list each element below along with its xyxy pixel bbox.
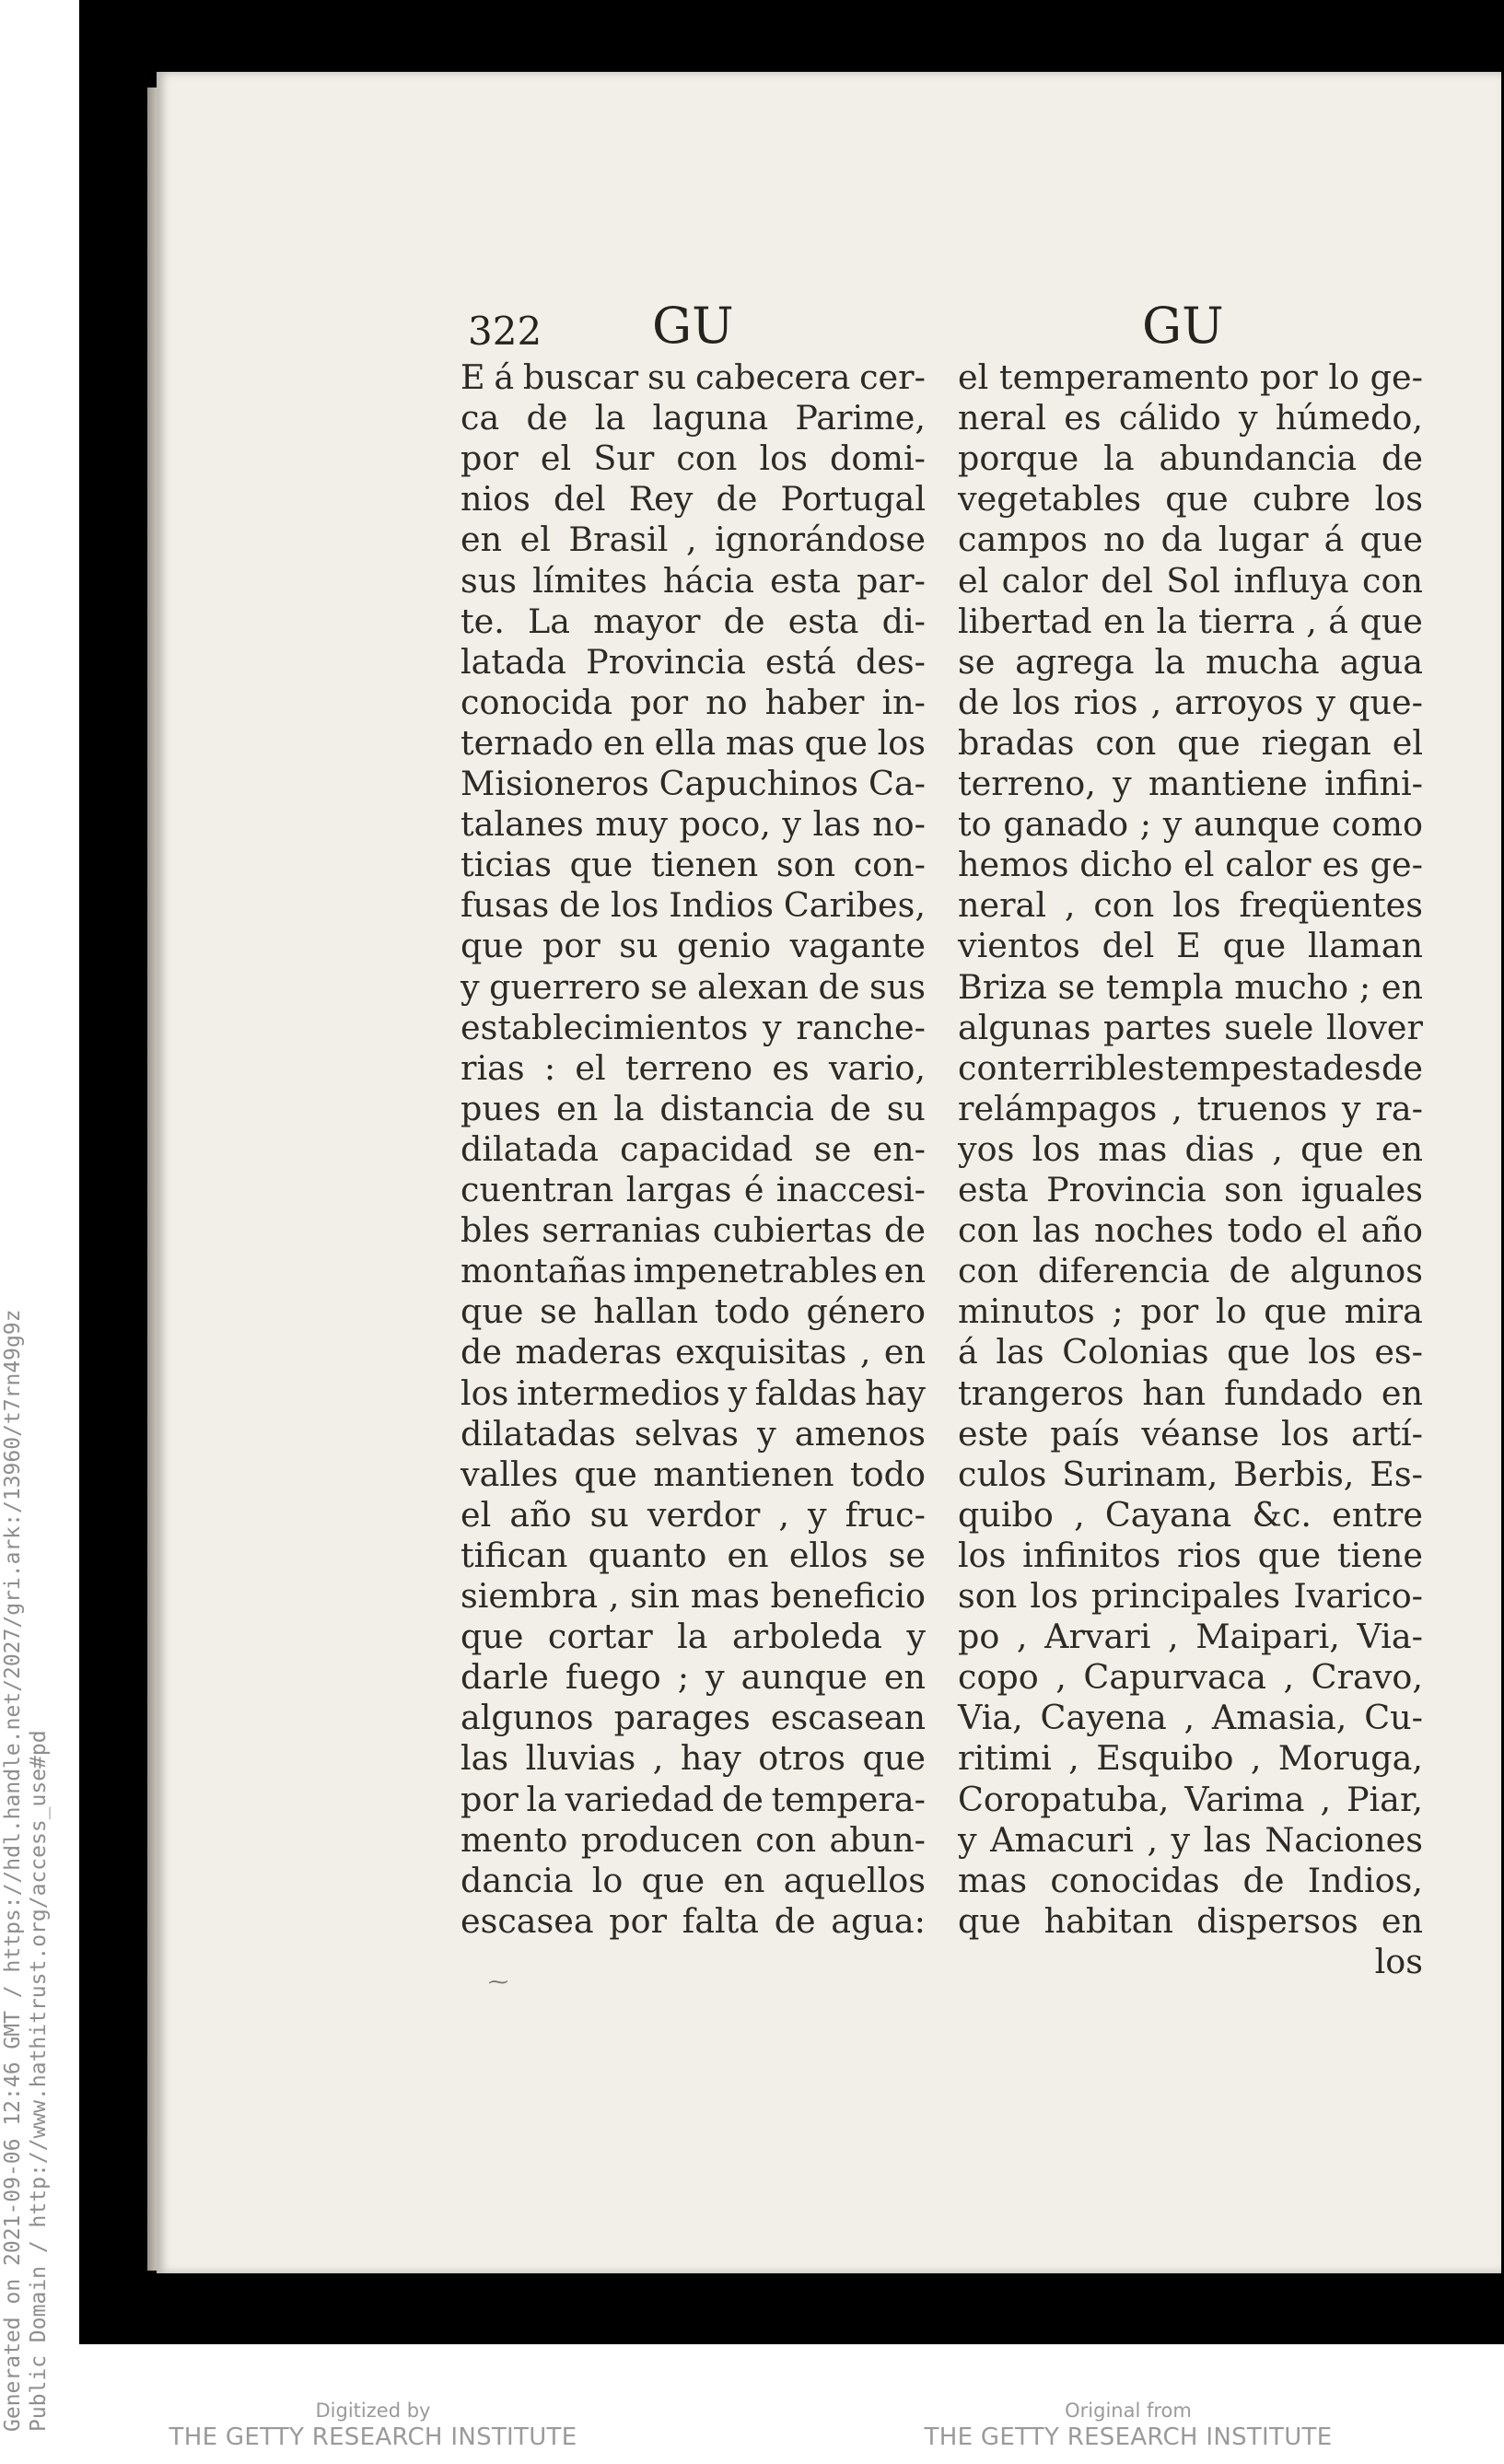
right-column-line: minutos ; por lo que mira xyxy=(958,1291,1423,1332)
right-column-line: to ganado ; y aunque como xyxy=(958,804,1423,845)
running-head-right: GU xyxy=(1142,297,1224,355)
right-column-line: con diferencia de algunos xyxy=(958,1251,1423,1291)
right-column-line: libertad en la tierra , á que xyxy=(958,601,1423,641)
right-column-line: son los principales Ivarico- xyxy=(958,1576,1423,1616)
footer-original-from xyxy=(921,2400,1335,2451)
right-column-line: esta Provincia son iguales xyxy=(958,1170,1423,1209)
right-column-line: el temperamento por lo ge- xyxy=(958,357,1423,397)
right-column-line: terreno, y mantiene infini- xyxy=(958,764,1423,803)
right-column-line: se agrega la mucha agua xyxy=(958,641,1423,682)
left-column-line: siembra , sin mas beneficio xyxy=(461,1576,926,1616)
left-column-line: y guerrero se alexan de sus xyxy=(461,966,926,1007)
right-column-line: neral es cálido y húmedo, xyxy=(958,398,1423,438)
left-column-line: te. La mayor de esta di- xyxy=(461,601,926,641)
left-column-line: que se hallan todo género xyxy=(461,1291,926,1332)
left-column-line: mento producen con abun- xyxy=(461,1819,926,1860)
left-column-line: por el Sur con los domi- xyxy=(461,438,926,479)
right-column-line: porque la abundancia de xyxy=(958,438,1423,479)
footer-left-small: Digitized by xyxy=(315,2400,431,2422)
right-column-line: neral , con los freqüentes xyxy=(958,885,1423,926)
left-column-line: establecimientos y ranche- xyxy=(461,1007,926,1047)
footer-digitized-by xyxy=(166,2400,580,2451)
right-column-line: á las Colonias que los es- xyxy=(958,1332,1423,1372)
left-column-line: pues en la distancia de su xyxy=(461,1088,926,1128)
page-number: 322 xyxy=(468,309,542,354)
left-column-line: dilatada capacidad se en- xyxy=(461,1128,926,1169)
left-column-line: algunos parages escasean xyxy=(461,1698,926,1738)
hathitrust-watermark xyxy=(0,1309,52,2432)
right-column-line: que habitan dispersos en xyxy=(958,1900,1423,1941)
watermark-line-1: Generated on 2021-09-06 12:46 GMT / https://hdl.handle.net/2027/gri.ark:/13960/t7rn49g9z xyxy=(1,1309,25,2432)
right-column-line: copo , Capurvaca , Cravo, xyxy=(958,1657,1423,1698)
left-column-line: conocida por no haber in- xyxy=(461,682,926,722)
left-column-line: el año su verdor , y fruc- xyxy=(461,1494,926,1535)
right-column-line: Coropatuba, Varima , Piar, xyxy=(958,1779,1423,1819)
left-column-line: ternado en ella mas que los xyxy=(461,722,926,763)
left-column-line: dancia lo que en aquellos xyxy=(461,1860,926,1900)
catchword: los xyxy=(1374,1941,1423,1981)
left-column-line: dilatadas selvas y amenos xyxy=(461,1413,926,1454)
right-column-line: ritimi , Esquibo , Moruga, xyxy=(958,1738,1423,1779)
left-column-line: latada Provincia está des- xyxy=(461,641,926,682)
right-column-line: mas conocidas de Indios, xyxy=(958,1860,1423,1900)
left-column-line: sus límites hácia esta par- xyxy=(461,560,926,601)
left-column-line: por la variedad de tempera- xyxy=(461,1779,926,1819)
left-column-line: ca de la laguna Parime, xyxy=(461,398,926,438)
left-column-line: tifican quanto en ellos se xyxy=(461,1535,926,1575)
right-column-line: el calor del Sol influya con xyxy=(958,560,1423,601)
left-column-line: Misioneros Capuchinos Ca- xyxy=(461,764,926,803)
right-column-line: Via, Cayena , Amasia, Cu- xyxy=(958,1698,1423,1738)
ink-mark xyxy=(488,1971,516,1982)
right-column-line: este país véanse los artí- xyxy=(958,1413,1423,1454)
right-column-line: campos no da lugar á que xyxy=(958,520,1423,560)
running-head-left: GU xyxy=(652,297,734,355)
right-column-line: y Amacuri , y las Naciones xyxy=(958,1819,1423,1860)
right-column-line: quibo , Cayana &c. entre xyxy=(958,1494,1423,1535)
right-column-line: los infinitos rios que tiene xyxy=(958,1535,1423,1575)
right-column-line: bradas con que riegan el xyxy=(958,722,1423,763)
left-column-line: bles serranias cubiertas de xyxy=(461,1210,926,1251)
right-column-line: de los rios , arroyos y que- xyxy=(958,682,1423,722)
left-column-line: valles que mantienen todo xyxy=(461,1454,926,1494)
watermark-line-2: Public Domain / http://www.hathitrust.org/access_use#pd xyxy=(27,1730,51,2432)
left-column-line: cuentran largas é inaccesi- xyxy=(461,1170,926,1209)
footer-right-institution: THE GETTY RESEARCH INSTITUTE xyxy=(924,2423,1333,2451)
left-column-line: de maderas exquisitas , en xyxy=(461,1332,926,1372)
right-column-line: vegetables que cubre los xyxy=(958,479,1423,520)
left-column-line: talanes muy poco, y las no- xyxy=(461,804,926,845)
left-column-line: rias : el terreno es vario, xyxy=(461,1047,926,1088)
footer-left-institution: THE GETTY RESEARCH INSTITUTE xyxy=(169,2423,577,2451)
right-column-line: culos Surinam, Berbis, Es- xyxy=(958,1454,1423,1494)
right-column-line: con terribles tempestades de xyxy=(958,1047,1423,1088)
left-column-line: montañas impenetrables en xyxy=(461,1251,926,1291)
right-column-line: po , Arvari , Maipari, Via- xyxy=(958,1617,1423,1657)
left-column-line: en el Brasil , ignorándose xyxy=(461,520,926,560)
right-column-line: hemos dicho el calor es ge- xyxy=(958,845,1423,885)
left-column-line: fusas de los Indios Caribes, xyxy=(461,885,926,926)
footer-right-small: Original from xyxy=(1065,2400,1192,2422)
right-column-line: vientos del E que llaman xyxy=(958,926,1423,966)
left-column-line: nios del Rey de Portugal xyxy=(461,479,926,520)
left-column-line: que cortar la arboleda y xyxy=(461,1617,926,1657)
right-column-line: algunas partes suele llover xyxy=(958,1007,1423,1047)
left-column-line: escasea por falta de agua: xyxy=(461,1900,926,1941)
right-column-line: con las noches todo el año xyxy=(958,1210,1423,1251)
left-column-line: E á buscar su cabecera cer- xyxy=(461,357,926,397)
left-column-line: los intermedios y faldas hay xyxy=(461,1372,926,1413)
right-column-line: Briza se templa mucho ; en xyxy=(958,966,1423,1007)
right-column-line: trangeros han fundado en xyxy=(958,1372,1423,1413)
left-column-line: ticias que tienen son con- xyxy=(461,845,926,885)
left-column-line: que por su genio vagante xyxy=(461,926,926,966)
right-column-line: relámpagos , truenos y ra- xyxy=(958,1088,1423,1128)
left-column-line: las lluvias , hay otros que xyxy=(461,1738,926,1779)
right-column-line: yos los mas dias , que en xyxy=(958,1128,1423,1169)
left-column-line: darle fuego ; y aunque en xyxy=(461,1657,926,1698)
